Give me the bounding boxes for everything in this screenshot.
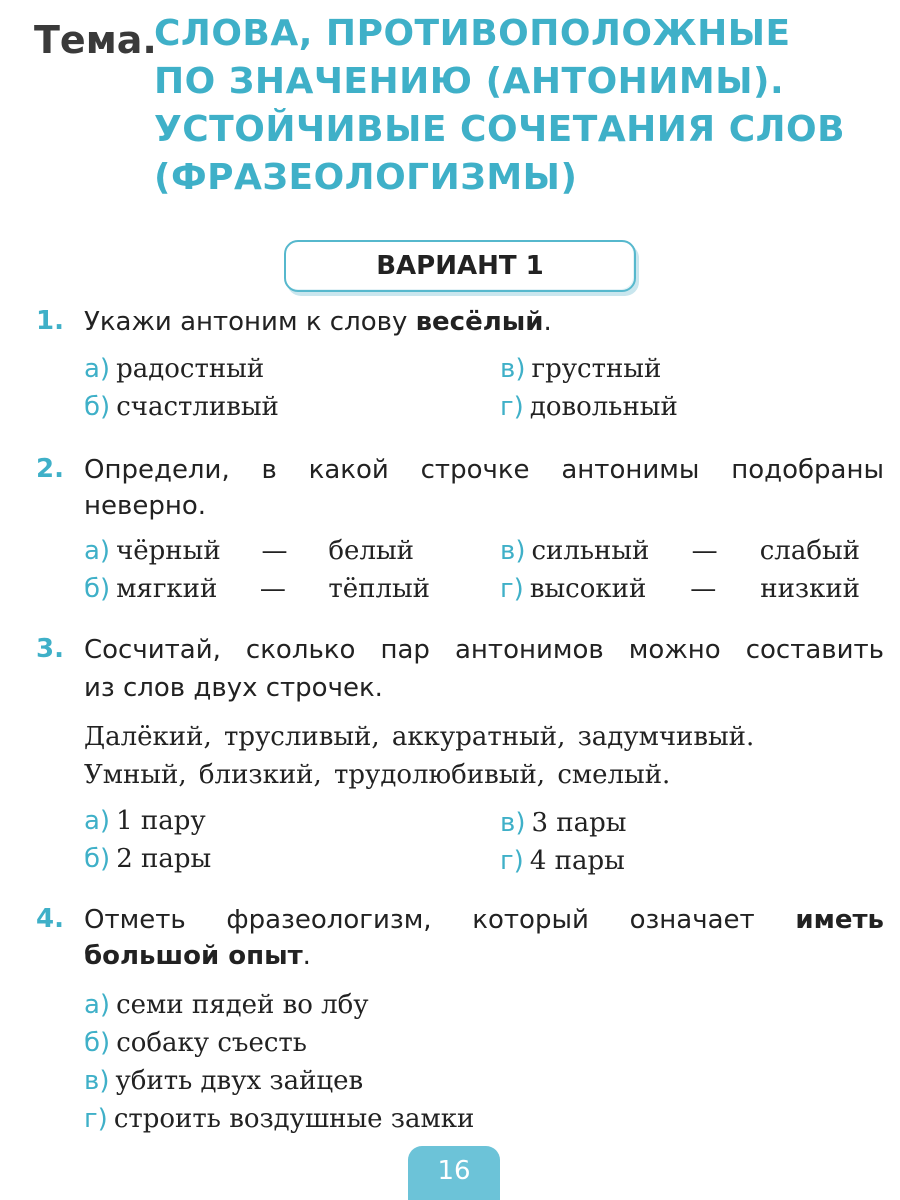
answer-option-v[interactable] [500,354,661,384]
question-text-line: из слов двух строчек. [84,673,383,703]
option-text: собаку съесть [116,1028,307,1058]
option-word: чёрный [116,536,221,566]
answer-option-a[interactable] [84,536,414,566]
dash: — [691,536,718,566]
answer-option-g[interactable] [500,574,860,604]
option-letter: в) [84,1066,110,1096]
answer-option-v[interactable] [500,808,626,838]
answer-option-a[interactable] [84,806,206,836]
option-letter: б) [84,574,111,604]
question-text-line: неверно. [84,491,206,521]
page-number-badge [408,1146,500,1200]
answer-option-a[interactable] [84,990,369,1020]
option-letter: а) [84,354,111,384]
option-letter: б) [84,1028,111,1058]
option-letter: б) [84,392,111,422]
option-text: счастливый [116,392,279,422]
answer-option-g[interactable] [500,846,625,876]
question-text-line: Отметь фразеологизм, который означает иметь [84,905,884,935]
answer-option-g[interactable] [84,1104,474,1134]
answer-option-a[interactable] [84,354,264,384]
question-number: 1. [36,306,64,336]
option-letter: а) [84,536,111,566]
option-word: белый [328,536,414,566]
option-letter: а) [84,806,111,836]
topic-label: Тема. [34,18,157,62]
title-line: ПО ЗНАЧЕНИЮ (АНТОНИМЫ). [154,61,785,102]
answer-option-b[interactable] [84,844,211,874]
option-text: 3 пары [531,808,627,838]
variant-box [284,240,636,292]
word-list-line: Далёкий, трусливый, аккуратный, задумчивый. [84,722,755,752]
title-line: УСТОЙЧИВЫЕ СОЧЕТАНИЯ СЛОВ [154,109,846,150]
question-number: 2. [36,454,64,484]
page-number: 16 [437,1156,471,1186]
question-text-line: Сосчитай, сколько пар антонимов можно составить [84,635,884,665]
option-word: мягкий [116,574,218,604]
option-letter: г) [500,392,524,422]
option-text: 4 пары [529,846,625,876]
option-text: 2 пары [116,844,212,874]
option-text: грустный [531,354,662,384]
dash: — [259,574,286,604]
option-text: довольный [529,392,678,422]
keyword: иметь [795,905,884,935]
word-list-line: Умный, близкий, трудолюбивый, смелый. [84,760,671,790]
option-word: тёплый [328,574,430,604]
topic-title [154,10,874,202]
option-text: строить воздушные замки [113,1104,475,1134]
option-text: радостный [116,354,265,384]
question-text: Укажи антоним к слову весёлый. [84,307,552,337]
question-text-line: большой опыт. [84,941,311,971]
option-word: высокий [529,574,647,604]
answer-option-g[interactable] [500,392,678,422]
option-letter: в) [500,354,526,384]
option-word: низкий [760,574,860,604]
answer-option-b[interactable] [84,392,279,422]
option-text: семи пядей во лбу [116,990,369,1020]
option-word: сильный [531,536,650,566]
option-letter: а) [84,990,111,1020]
question-text-line: Определи, в какой строчке антонимы подобраны [84,455,884,485]
title-line: СЛОВА, ПРОТИВОПОЛОЖНЫЕ [154,13,791,54]
dash: — [261,536,288,566]
keyword: большой опыт [84,941,303,971]
option-text: убить двух зайцев [115,1066,364,1096]
answer-option-v[interactable] [500,536,860,566]
option-text: 1 пару [116,806,206,836]
option-letter: г) [500,574,524,604]
answer-option-v[interactable] [84,1066,363,1096]
question-number: 4. [36,904,64,934]
option-letter: в) [500,536,526,566]
title-line: (ФРАЗЕОЛОГИЗМЫ) [154,157,578,198]
option-letter: б) [84,844,111,874]
variant-label: ВАРИАНТ 1 [376,251,544,281]
keyword: весёлый [415,307,544,337]
option-letter: г) [500,846,524,876]
option-word: слабый [759,536,860,566]
answer-option-b[interactable] [84,1028,307,1058]
option-letter: в) [500,808,526,838]
question-number: 3. [36,634,64,664]
option-letter: г) [84,1104,108,1134]
dash: — [690,574,717,604]
answer-option-b[interactable] [84,574,430,604]
